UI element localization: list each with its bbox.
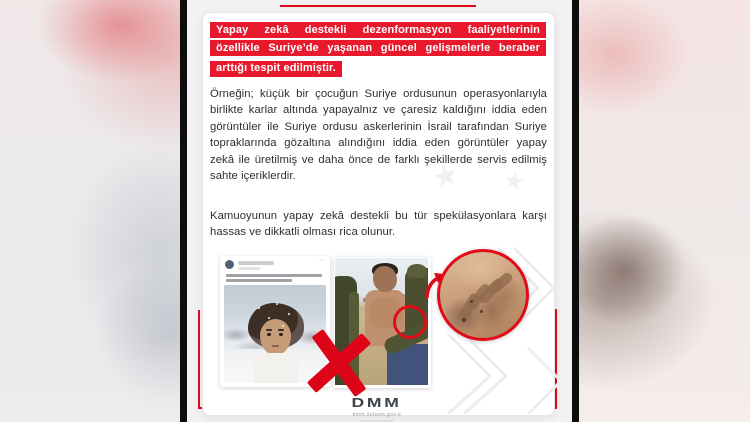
letterbox-bar-left <box>180 0 187 422</box>
post-avatar <box>225 260 234 269</box>
body-paragraph-2: Kamuoyunun yapay zekâ destekli bu tür spekülasyonlara karşı hassas ve dikkatli olması rica olunur. <box>210 210 547 239</box>
post-timestamp-redacted <box>238 267 260 270</box>
post-username-redacted <box>238 261 274 265</box>
watermark-star-icon: ★ <box>428 157 462 196</box>
post-menu-icon: ··· <box>316 257 326 264</box>
headline-line-2: özellikle Suriye’de yaşanan güncel gelişmelerle beraber <box>210 40 546 56</box>
body-paragraph-1: Örneğin; küçük bir çocuğun Suriye ordusunun operasyonlarıyla birlikte karlar altında yapayalnız ve çaresiz kaldığını iddia eden görüntüler ile Suriye ordusu askerlerinin İsrail tarafından Suriye topraklarında gözaltına alındığını iddia eden görüntüler yapay zekâ ile üretilmiş ve daha önce de farklı şekillerde servis edilmiş sahte içeriklerdir. <box>210 88 547 183</box>
headline-line-1: Yapay zekâ destekli dezenformasyon faaliyetlerinin <box>210 22 546 38</box>
blurred-background-left <box>0 0 181 422</box>
child-face <box>260 319 291 355</box>
red-frame-left-line <box>198 310 200 409</box>
dmm-url: dmm.iletisim.gov.tr <box>352 412 402 418</box>
magnified-hand-detail <box>437 249 529 341</box>
blurred-background-right <box>579 0 750 422</box>
annotation-circle-icon <box>393 305 427 339</box>
post-caption-line <box>226 279 292 282</box>
detained-man-head <box>373 266 397 292</box>
footer-logo-block <box>277 394 477 422</box>
headline-line-3: arttığı tespit edilmiştir. <box>210 61 342 77</box>
post-caption-line <box>226 274 322 277</box>
red-frame-top-line <box>280 5 476 7</box>
fake-stamp-x-icon <box>297 324 382 402</box>
child-shirt <box>254 353 298 383</box>
headline-block <box>210 22 546 79</box>
letterbox-bar-right <box>572 0 579 422</box>
watermark-star-icon: ★ <box>500 166 527 197</box>
dmm-logo: DMM <box>351 395 402 410</box>
